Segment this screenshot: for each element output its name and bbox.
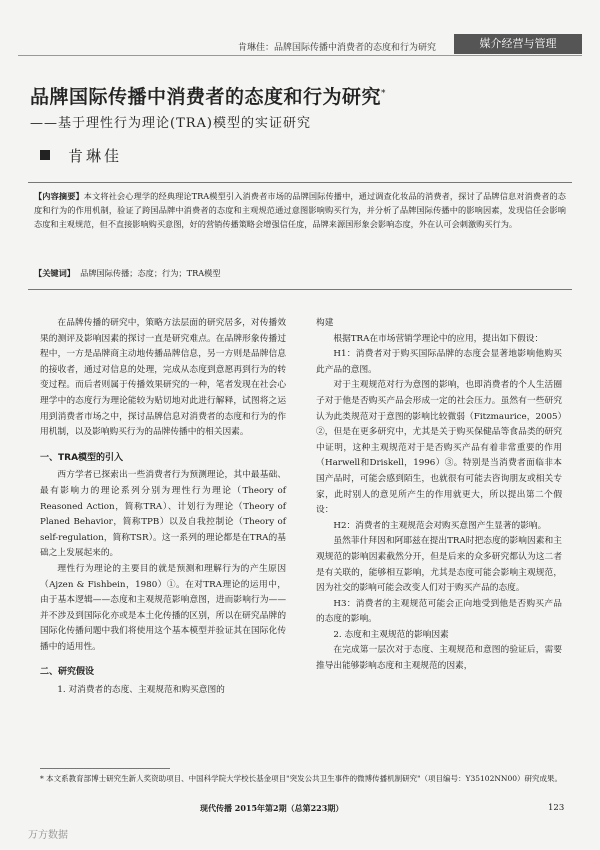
section-heading: 一、TRA模型的引入 xyxy=(40,452,124,463)
footnote: * 本文系教育部博士研究生新人奖资助项目、中国科学院大学校长基金项目"突发公共卫生事件的微博传播机制研究"（项目编号：Y35102NN00）研究成果。 xyxy=(40,774,563,783)
section-tab: 媒介经营与管理 xyxy=(454,34,582,54)
author-name: 肯琳佳 xyxy=(68,147,123,165)
title-footnote-mark: * xyxy=(381,88,387,99)
article-title xyxy=(30,82,386,109)
paragraph: H1：消费者对于购买国际品牌的态度会显著地影响他购买此产品的意图。 xyxy=(316,349,562,375)
paragraph: 根据TRA在市场营销学理论中的应用，提出如下假设： xyxy=(333,333,544,344)
paragraph: 虽然菲什拜因和阿耶兹在提出TRA时把态度的影响因素和主观规范的影响因素截然分开，但是后来的众多研究都认为这二者是有关联的，能够相互影响，尤其是态度可能会影响主观规范，因为社交的影响可能会改变人们对于购买产品的态度。 xyxy=(316,536,562,594)
journal-citation: 现代传播 2015年第2期（总第223期） xyxy=(200,803,344,813)
keywords-text: 品牌国际传播；态度；行为；TRA模型 xyxy=(80,268,221,278)
page-number: 123 xyxy=(548,803,565,813)
keywords xyxy=(34,268,221,279)
paragraph: 构建 xyxy=(316,318,334,328)
keywords-label: 【关键词】 xyxy=(34,268,75,278)
abstract-label: 【内容摘要】 xyxy=(34,191,84,201)
paragraph: 理性行为理论的主要目的就是预测和理解行为的产生原因（Ajzen & Fishbein，1980）①。在对TRA理论的运用中，由于基本逻辑——态度和主观规范影响意图，进而影响行为——并不涉及到国际化亦或是本土化传播的区别，所以在研究品牌的国际化传播问题中我们将使用这个基本模型并验证其在国际化传播中的适用性。 xyxy=(40,563,286,652)
section-heading: 二、研究假设 xyxy=(40,667,95,678)
paragraph: 西方学者已探索出一些消费者行为预测理论，其中最基础、最有影响力的理论系列分别为理性行为理论（Theory of Reasoned Action，简称TRA）、计划行为理论（Theory of Planed Behavior，简称TPB）以及自我控制论（Theory of self-regulation，简称TSR）。这一系列的理论都是在TRA的基础之上发展起来的。 xyxy=(40,470,286,559)
footnote-divider xyxy=(40,768,170,769)
article-title-text: 品牌国际传播中消费者的态度和行为研究 xyxy=(30,86,382,108)
paragraph: 在完成第一层次对于态度、主观规范和意图的验证后，需要推导出能够影响态度和主观规范的因素， xyxy=(316,645,562,672)
paragraph: 对于主观规范对行为意图的影响，也即消费者的个人生活圈子对于他是否购买产品会形成一定的社会压力。虽然有一些研究认为此类规范对于意图的影响比较微弱（Fitzmaurice，2005）②，但是在更多研究中，尤其是关于购买保健品等食品类的研究中证明，这种主观规范对于是否购买产品有着非常重要的作用（Harwell和Driskell，1996）③。特别是当消费者面临非本国产品时，可能会感到陌生，也就很有可能去咨询朋友或相关专家，此时别人的意见所产生的作用就更大，所以提出第二个假设： xyxy=(316,380,562,516)
running-head: 肯琳佳：品牌国际传播中消费者的态度和行为研究 xyxy=(238,43,437,53)
author-square-icon xyxy=(40,150,50,160)
article-subtitle: ——基于理性行为理论(TRA)模型的实证研究 xyxy=(30,116,311,131)
watermark: 万方数据 xyxy=(28,830,68,841)
paragraph: H2：消费者的主观规范会对购买意图产生显著的影响。 xyxy=(333,520,547,531)
paragraph: 1. 对消费者的态度、主观规范和购买意图的 xyxy=(57,685,225,696)
body-column-left xyxy=(40,316,286,699)
header-divider xyxy=(18,55,582,56)
paragraph: 在品牌传播的研究中，策略方法层面的研究居多，对传播效果的测评及影响因素的探讨一直是研究难点。在品牌形象传播过程中，一方是品牌商主动地传播品牌信息，另一方则是品牌信息的接收者，通过对信息的处理，完成从态度到意愿再到行为的转变过程。而后者则属于传播效果研究的一种，笔者发现在社会心理学中的态度行为理论能较为贴切地对此进行解释，试图将之运用到消费者市场之中，探讨品牌信息对消费者的态度和行为的作用机制，以及影响购买行为的品牌传播中的相关因素。 xyxy=(40,318,286,438)
abstract xyxy=(34,189,566,232)
subsection-heading: 2. 态度和主观规范的影响因素 xyxy=(333,629,449,640)
paragraph: H3：消费者的主观规范可能会正向地受到他是否购买产品的态度的影响。 xyxy=(316,598,562,625)
body-column-right xyxy=(316,316,562,675)
abstract-text: 本文将社会心理学的经典理论TRA模型引入消费者市场的品牌国际传播中，通过调查化妆品的消费者，探讨了品牌信息对消费者的态度和行为的作用机制，验证了跨国品牌中消费者的态度和主观规范通过意图影响购买行为，并分析了品牌国际传播中的影响因素，发现信任会影响态度和主观规范，但不直接影响购买意图，好的营销传播策略会增强信任度，品牌来源国形象会影响态度，外在认可会刺激购买行为。 xyxy=(34,191,566,230)
